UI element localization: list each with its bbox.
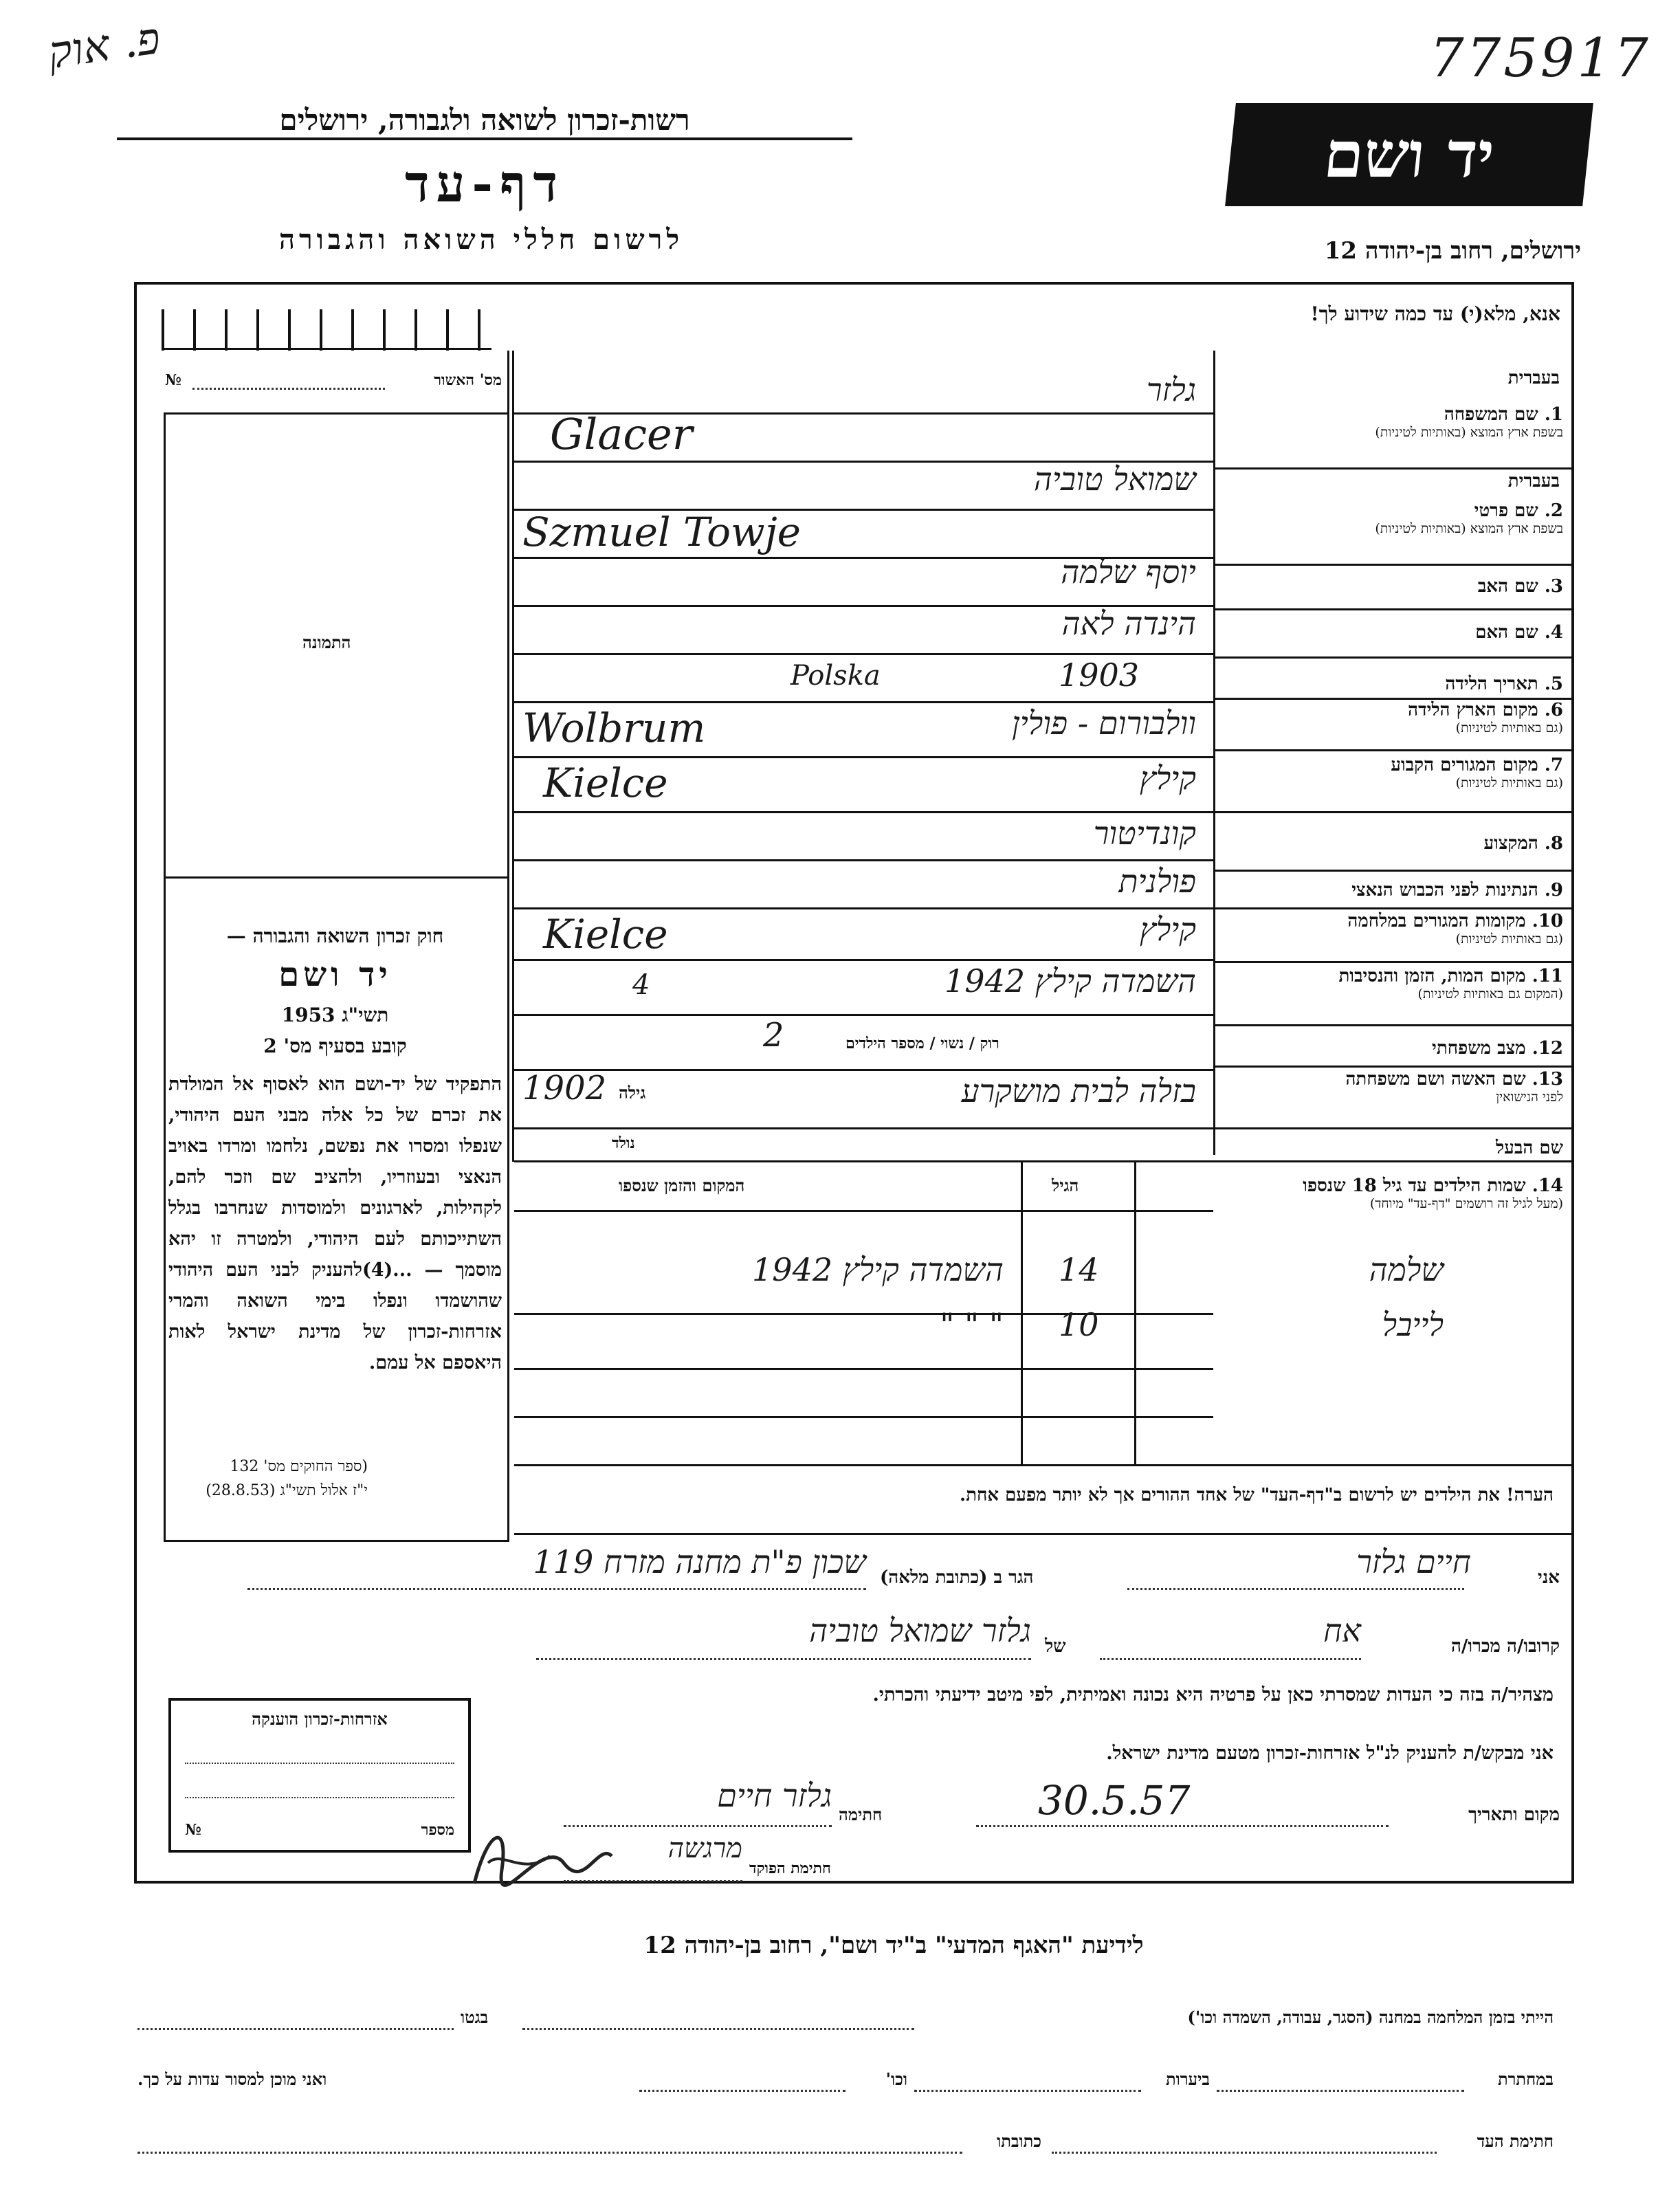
- row-sep: [1215, 564, 1573, 566]
- forest-line[interactable]: [914, 2090, 1141, 2092]
- born-label: נולד: [612, 1134, 635, 1152]
- children-count[interactable]: 2: [763, 1016, 784, 1055]
- row-sep: [1215, 811, 1573, 813]
- children-col-age: הגיל: [1052, 1175, 1079, 1195]
- wartime-residence-hebrew[interactable]: קילץ: [1139, 911, 1196, 948]
- of-line: [536, 1658, 1031, 1660]
- field-5-num: 5.: [1544, 674, 1563, 694]
- bottom-line-1-a: הייתי בזמן המלחמה במחנה (הסגר, עבודה, השמדה וכו'): [1187, 2007, 1554, 2027]
- field-13-sub: לפני הנישואין: [1496, 1090, 1563, 1105]
- field-1: [1206, 404, 1563, 441]
- field-9-num: 9.: [1544, 880, 1563, 901]
- birthplace-country[interactable]: Polska: [791, 660, 881, 692]
- mother-name[interactable]: הינדה לאה: [1061, 605, 1196, 642]
- examiner-label: חתימת הפוקד: [749, 1859, 831, 1877]
- left-panel-left: [164, 412, 166, 1540]
- field-5: [1445, 674, 1563, 694]
- field-7-num: 7.: [1544, 755, 1563, 775]
- child-1-name[interactable]: שלמה: [1369, 1251, 1444, 1288]
- children-sub: (מעל לגיל זה רושמים "דף-עד" מיוחד): [1369, 1196, 1563, 1211]
- row-sep: [1215, 1066, 1573, 1068]
- children-label: [1137, 1175, 1563, 1212]
- place-date-value[interactable]: 30.5.57: [1038, 1777, 1191, 1824]
- field-12: [1432, 1038, 1563, 1059]
- child-1-age[interactable]: 14: [1059, 1251, 1099, 1288]
- witness-signature-line[interactable]: [1052, 2152, 1437, 2154]
- law-clause: קובע בסעיף מס' 2: [263, 1035, 407, 1057]
- left-panel-top: [164, 412, 507, 415]
- field-13-num: 13.: [1532, 1069, 1563, 1090]
- first-name-latin[interactable]: Szmuel Towje: [522, 509, 802, 555]
- camp-line[interactable]: [522, 2028, 914, 2030]
- field-13-label: שם האשה ושם משפחתה: [1345, 1069, 1526, 1090]
- answer-line: [514, 1127, 1213, 1129]
- row-sep: [1215, 870, 1573, 872]
- form-purpose: לרשום חללי השואה והגבורה: [278, 223, 684, 256]
- answer-line: [514, 859, 1213, 861]
- examiner-signature-scribble: [461, 1815, 626, 1897]
- bottom-line-1-b: בגטו: [461, 2007, 489, 2027]
- reg-number-suffix: №: [165, 371, 181, 389]
- profession[interactable]: קונדיטור: [1093, 815, 1196, 852]
- declarant-name-line: [1127, 1588, 1464, 1590]
- declaration: מצהיר/ה בזה כי העדות שמסרתי כאן על פרטיה היא נכונה ואמיתית, לפי מיטב ידיעתי והכרתי.: [872, 1684, 1554, 1705]
- bottom-line-2-a: במחתרת: [1497, 2069, 1554, 2089]
- place-date-label: מקום ותאריך: [1468, 1804, 1560, 1825]
- nationality[interactable]: פולנית: [1118, 863, 1196, 900]
- field-1-num: 1.: [1544, 404, 1563, 425]
- death-note[interactable]: 4: [632, 969, 650, 1001]
- field-8-num: 8.: [1544, 833, 1563, 854]
- child-2-place[interactable]: " " ": [940, 1306, 1004, 1343]
- field-2-label: שם פרטי: [1474, 500, 1538, 521]
- hebrew-header-1: בעברית: [1507, 368, 1560, 388]
- answer-line: [514, 701, 1213, 703]
- field-1-sub: בשפת ארץ המוצא (באותיות לטיניות): [1375, 425, 1563, 440]
- marital-options: רוק / נשוי / מספר הילדים: [845, 1035, 999, 1052]
- row-sep: [1215, 467, 1573, 470]
- field-2: [1206, 500, 1563, 537]
- relation-line: [1100, 1658, 1361, 1660]
- citizenship-number-label: מספר: [421, 1821, 454, 1839]
- underground-line[interactable]: [1217, 2090, 1464, 2092]
- bottom-line-2-d: ואני מוכן למסור עדות על כך.: [137, 2069, 327, 2089]
- field-3: [1478, 576, 1563, 597]
- field-10-label: מקומות המגורים במלחמה: [1347, 911, 1526, 931]
- answer-line: [514, 1014, 1213, 1016]
- labels-divider: [1213, 351, 1215, 1155]
- declarant-address[interactable]: שכון פ"ת מחנה מזרח 119: [533, 1543, 866, 1580]
- declarant-address-line: [247, 1588, 866, 1590]
- field-4: [1475, 622, 1563, 643]
- archive-number: 775917: [1430, 27, 1651, 89]
- wife-age-label: גילה: [619, 1083, 646, 1103]
- children-head-line: [514, 1210, 1213, 1212]
- field-4-num: 4.: [1544, 622, 1563, 643]
- field-4-label: שם האם: [1475, 622, 1538, 643]
- field-3-label: שם האב: [1477, 576, 1538, 597]
- field-10: [1206, 911, 1563, 947]
- examiner-value[interactable]: מרגשה: [667, 1833, 742, 1864]
- etc-line[interactable]: [639, 2090, 845, 2092]
- field-13: [1206, 1069, 1563, 1105]
- declarant-i-label: אני: [1538, 1567, 1560, 1588]
- place-date-line: [976, 1825, 1389, 1827]
- ghetto-line[interactable]: [137, 2028, 454, 2030]
- field-9: [1351, 880, 1563, 901]
- answer-line: [514, 653, 1213, 655]
- field-2-num: 2.: [1544, 500, 1563, 521]
- field-3-num: 3.: [1544, 576, 1563, 597]
- law-body: התפקיד של יד-ושם הוא לאסוף אל המולדת את זכרם של כל אלה מבני העם היהודי, שנפלו ומסרו את נפשם, נלחמו ומרדו באויב הנאצי ובעוזריו, ולהציב שם וזכר להם, לקהילות, לארגונים ולמוסדות שנחרבו בגלל השתייכותם לעם היהודי, ולמטרה זו יהא מוסמך — ...(4)להעניק לבני העם היהודי שהושמדו ונפלו בימי השואה והמרי אזרחות-זכרון של מדינת ישראל לאות היאספם אל עמם.: [168, 1074, 502, 1373]
- reg-number-field: [165, 371, 502, 399]
- field-11: [1206, 966, 1563, 1002]
- note-bottom-line: [514, 1533, 1573, 1535]
- husband-label: שם הבעל: [1495, 1138, 1563, 1158]
- field-7-label: מקום המגורים הקבוע: [1391, 755, 1538, 775]
- surname-latin[interactable]: Glacer: [550, 409, 693, 459]
- field-6-sub: (גם באותיות לטיניות): [1455, 720, 1563, 736]
- field-10-sub: (גם באותיות לטיניות): [1455, 931, 1563, 947]
- relation-value[interactable]: אח: [1323, 1612, 1361, 1649]
- row-sep: [1215, 1024, 1573, 1026]
- law-source-date: י"ז אלול תשי"ג (28.8.53): [206, 1482, 368, 1499]
- death-details[interactable]: השמדה קילץ 1942: [944, 962, 1196, 1000]
- answer-line: [514, 756, 1213, 758]
- children-num: 14.: [1532, 1175, 1563, 1196]
- tick-marks: [162, 309, 505, 351]
- citizenship-line-2[interactable]: [185, 1797, 454, 1798]
- hebrew-header-2: בעברית: [1507, 471, 1560, 492]
- declarant-name[interactable]: חיים גלזר: [1356, 1543, 1471, 1580]
- father-name[interactable]: יוסף שלמה: [1061, 553, 1196, 590]
- children-note: הערה! את הילדים יש לרשום ב"דף-העד" של אחד ההורים אך לא יותר מפעם אחת.: [960, 1485, 1554, 1505]
- children-row-line: [514, 1416, 1213, 1418]
- children-bottom-line: [514, 1464, 1573, 1466]
- yad-vashem-logo-text: יד ושם: [1320, 118, 1498, 192]
- reg-number-label: מס' האשור: [434, 371, 502, 389]
- field-11-sub: (המקום גם באותיות לטיניות): [1417, 986, 1563, 1002]
- address: ירושלים, רחוב בן-יהודה 12: [1324, 237, 1581, 265]
- field-5-label: תאריך הלידה: [1445, 674, 1538, 694]
- row-sep: [1215, 656, 1573, 659]
- child-2-age[interactable]: 10: [1059, 1306, 1099, 1343]
- birth-date[interactable]: 1903: [1059, 656, 1140, 694]
- bottom-line-2-c: וכו': [885, 2069, 907, 2089]
- law-source: (ספר החוקים מס' 132: [230, 1458, 368, 1475]
- citizenship-line-1[interactable]: [185, 1763, 454, 1764]
- of-label: של: [1045, 1636, 1066, 1657]
- child-1-place[interactable]: השמדה קילץ 1942: [752, 1251, 1004, 1288]
- left-panel-bottom: [164, 1540, 509, 1542]
- child-2-name[interactable]: לייבל: [1382, 1306, 1444, 1343]
- declarant-lives-label: הגר ב (כתובת מלאה): [880, 1567, 1034, 1588]
- field-1-label: שם המשפחה: [1444, 404, 1538, 425]
- citizenship-number-suffix: №: [185, 1821, 201, 1839]
- yad-vashem-logo: [1225, 103, 1593, 206]
- field-8: [1484, 833, 1564, 854]
- signature-value[interactable]: גלזר חיים: [717, 1777, 832, 1814]
- field-11-label: מקום המות, הזמן והנסיבות: [1338, 966, 1526, 986]
- surname-hebrew[interactable]: גלזר: [1146, 371, 1196, 408]
- answer-line: [514, 811, 1213, 813]
- handwritten-stamp-note: פ. אוק: [45, 13, 164, 79]
- row-sep: [1215, 1127, 1573, 1129]
- wife-name[interactable]: בזלה לבית מושקרע: [961, 1072, 1196, 1109]
- citizenship-box: [168, 1698, 471, 1853]
- field-7: [1206, 755, 1563, 791]
- bottom-notice: לידיעת "האגף המדעי" ב"יד ושם", רחוב בן-יהודה 12: [643, 1932, 1144, 1959]
- bottom-line-2: [137, 2069, 1554, 2104]
- wartime-residence-latin[interactable]: Kielce: [543, 911, 668, 958]
- birthplace-hebrew[interactable]: וולבורום - פולין: [1011, 705, 1196, 742]
- row-sep: [1215, 608, 1573, 610]
- field-6-num: 6.: [1544, 700, 1563, 720]
- children-title: שמות הילדים עד גיל 18 שנספו: [1303, 1175, 1526, 1196]
- row-sep: [1215, 749, 1573, 751]
- law-yad-vashem: יד ושם: [278, 956, 392, 994]
- answer-line: [514, 907, 1213, 909]
- field-9-label: הנתינות לפני הכבוש הנאצי: [1351, 880, 1538, 901]
- row-sep: [1215, 961, 1573, 963]
- field-12-num: 12.: [1532, 1038, 1563, 1059]
- citizenship-request: אני מבקש/ת להעניק לנ"ל אזרחות-זכרון מטעם מדינת ישראל.: [1106, 1743, 1554, 1764]
- law-year: תשי"ג 1953: [281, 1004, 389, 1026]
- field-8-label: המקצוע: [1483, 833, 1538, 854]
- law-title: חוק זכרון השואה והגבורה —: [226, 925, 444, 947]
- answer-line: [514, 1160, 1573, 1162]
- residence-hebrew[interactable]: קילץ: [1139, 760, 1196, 797]
- witness-signature-label: חתימת העד: [1477, 2131, 1554, 2151]
- answer-line: [514, 959, 1213, 961]
- relation-label: קרובו/ה מכרו/ה: [1450, 1636, 1560, 1657]
- field-7-sub: (גם באותיות לטיניות): [1455, 775, 1563, 791]
- answer-line: [514, 1069, 1213, 1071]
- citizenship-box-title: אזרחות-זכרון הוענקה: [252, 1709, 388, 1729]
- signature-label: חתימה: [839, 1804, 883, 1824]
- bottom-line-1: [137, 2007, 1554, 2042]
- birthplace-latin[interactable]: Wolbrum: [522, 705, 706, 751]
- field-6: [1206, 700, 1563, 736]
- instruction: אנא, מלא(י) עד כמה שידוע לך!: [1310, 302, 1560, 325]
- first-name-hebrew[interactable]: שמואל טוביה: [1033, 461, 1196, 498]
- children-row-line: [514, 1368, 1213, 1370]
- witness-address-line[interactable]: [137, 2152, 962, 2154]
- row-sep: [1215, 907, 1573, 909]
- field-12-label: מצב משפחתי: [1432, 1038, 1526, 1059]
- left-panel-mid: [164, 876, 507, 879]
- field-2-sub: בשפת ארץ המוצא (באותיות לטיניות): [1375, 521, 1563, 536]
- children-col-place: המקום והזמן שנספו: [619, 1175, 745, 1195]
- wife-age[interactable]: 1902: [522, 1069, 607, 1107]
- bottom-line-2-b: ביערות: [1165, 2069, 1210, 2089]
- left-panel-divider: [507, 351, 509, 1540]
- reg-number-line[interactable]: [192, 388, 385, 390]
- authority-line: רשות-זכרון לשואה ולגבורה, ירושלים: [117, 103, 852, 140]
- bottom-line-3: [137, 2131, 1554, 2165]
- form-title: דף-עד: [404, 155, 565, 214]
- witness-address-label: כתובתו: [997, 2131, 1041, 2151]
- of-value[interactable]: גלזר שמואל טוביה: [809, 1612, 1031, 1649]
- row-sep: [1215, 698, 1573, 700]
- field-10-num: 10.: [1532, 911, 1563, 931]
- residence-latin[interactable]: Kielce: [543, 760, 668, 806]
- field-6-label: מקום הארץ הלידה: [1408, 700, 1538, 720]
- field-11-num: 11.: [1532, 966, 1563, 986]
- photo-label: התמונה: [302, 632, 351, 652]
